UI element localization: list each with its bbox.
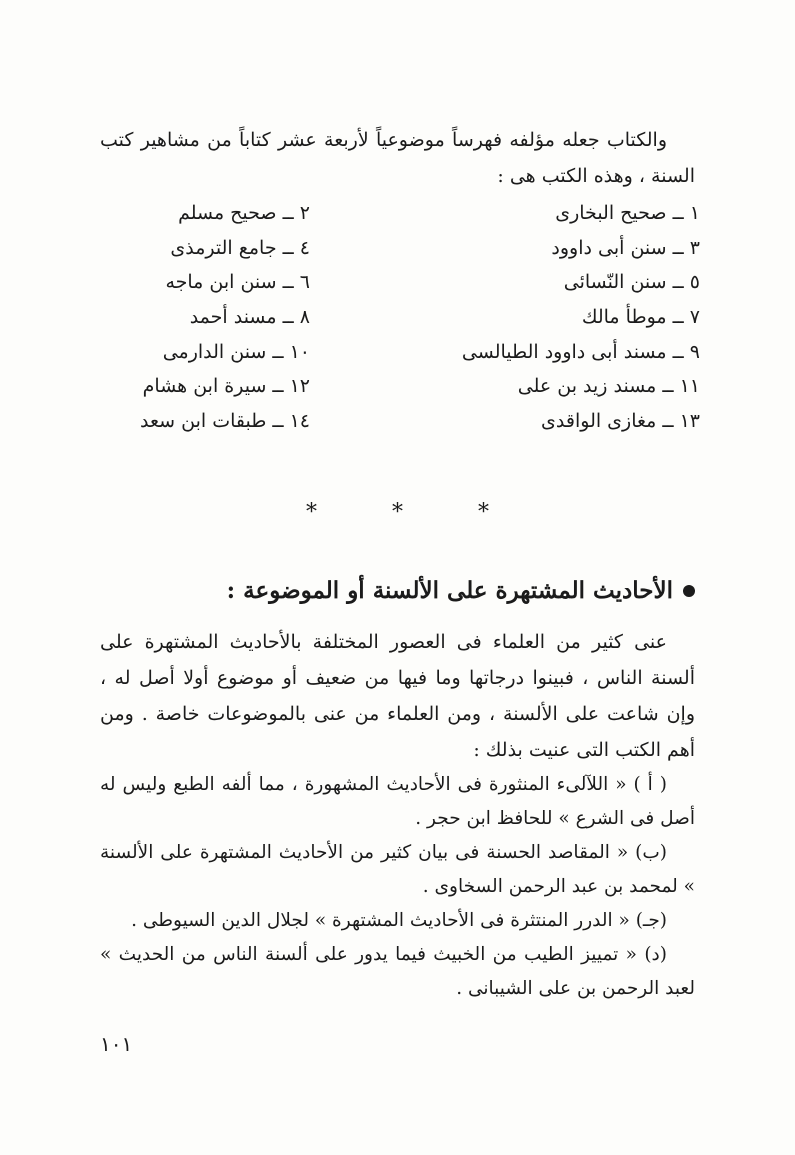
reference-item: (جـ) « الدرر المنتثرة فى الأحاديث المشتهرة » لجلال الدين السيوطى . bbox=[131, 910, 667, 931]
book-item: ١١ ــ مسند زيد بن على bbox=[517, 375, 700, 398]
book-list bbox=[100, 196, 700, 438]
book-item: ٣ ــ سنن أبى داوود bbox=[551, 236, 700, 259]
book-item: ٨ ــ مسند أحمد bbox=[189, 306, 310, 329]
book-item: ١٣ ــ مغازى الواقدى bbox=[541, 409, 700, 432]
page-number: ١٠١ bbox=[100, 1032, 133, 1056]
book-item: ٦ ــ سنن ابن ماجه bbox=[165, 271, 310, 294]
book-item: ٩ ــ مسند أبى داوود الطيالسى bbox=[461, 340, 700, 363]
section-heading-text: الأحاديث المشتهرة على الألسنة أو الموضوعة : bbox=[226, 577, 673, 604]
section-paragraph: عنى كثير من العلماء فى العصور المختلفة بالأحاديث المشتهرة على ألسنة الناس ، فبينوا درجاتها وما فيها من ضعيف أو موضوع أولا أصل له ، وإن شاعت على الألسنة ، ومن العلماء من عنى بالموضوعات خاصة . ومن أهم الكتب التى عنيت بذلك : bbox=[100, 631, 695, 761]
reference-list bbox=[100, 768, 695, 1006]
book-item: ١ ــ صحيح البخارى bbox=[555, 202, 700, 225]
section-heading bbox=[160, 574, 695, 608]
book-item: ٥ ــ سنن النّسائى bbox=[563, 271, 700, 294]
reference-item: (د) « تمييز الطيب من الخبيث فيما يدور على ألسنة الناس من الحديث » لعبد الرحمن بن على الشيبانى . bbox=[100, 944, 695, 999]
bullet-icon bbox=[683, 585, 695, 597]
book-item: ١٤ ــ طبقات ابن سعد bbox=[140, 409, 310, 432]
reference-item: (ب) « المقاصد الحسنة فى بيان كثير من الأحاديث المشتهرة على الألسنة » لمحمد بن عبد الرحمن السخاوى . bbox=[100, 842, 695, 897]
book-item: ٤ ــ جامع الترمذى bbox=[170, 236, 310, 259]
book-item: ٢ ــ صحيح مسلم bbox=[178, 202, 310, 225]
book-item: ١٢ ــ سيرة ابن هشام bbox=[142, 375, 310, 398]
book-item: ٧ ــ موطأ مالك bbox=[581, 306, 700, 329]
intro-paragraph: والكتاب جعله مؤلفه فهرساً موضوعياً لأربعة عشر كتاباً من مشاهير كتب السنة ، وهذه الكتب هى : bbox=[100, 129, 695, 187]
reference-item: ( أ ) « اللآلىء المنثورة فى الأحاديث المشهورة ، مما ألفه الطبع وليس له أصل فى الشرع » للحافظ ابن حجر . bbox=[100, 774, 695, 829]
book-item: ١٠ ــ سنن الدارمى bbox=[162, 340, 310, 363]
section-separator: * * * bbox=[306, 500, 523, 525]
